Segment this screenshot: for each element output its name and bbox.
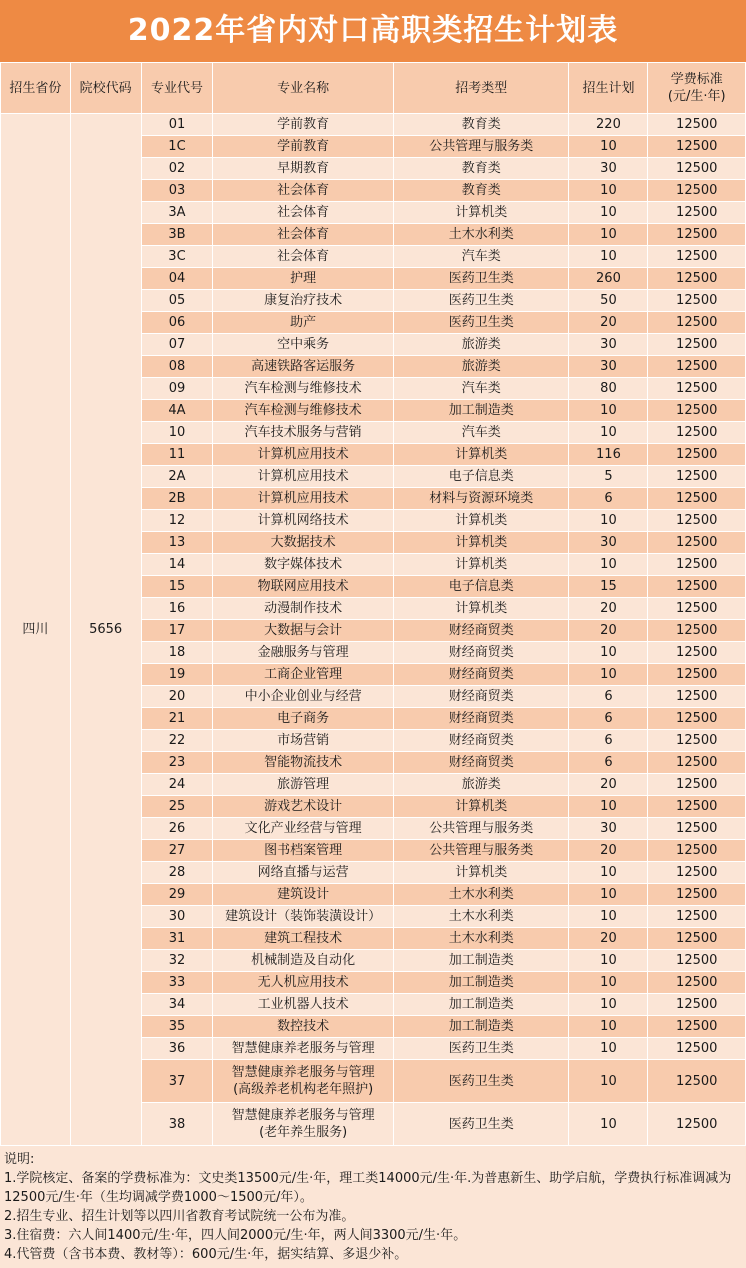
fee-cell: 12500	[648, 312, 746, 334]
major-name-cell: 助产	[213, 312, 394, 334]
fee-cell: 12500	[648, 224, 746, 246]
exam-type-cell: 汽车类	[393, 246, 568, 268]
note-item: 4.代管费（含书本费、教材等）：600元/生·年，据实结算、多退少补。	[4, 1247, 408, 1262]
exam-type-cell: 土木水利类	[393, 224, 568, 246]
major-name-cell: 计算机应用技术	[213, 488, 394, 510]
plan-cell: 6	[569, 730, 648, 752]
exam-type-cell: 教育类	[393, 180, 568, 202]
major-name-cell: 康复治疗技术	[213, 290, 394, 312]
fee-cell: 12500	[648, 752, 746, 774]
header-fee: 学费标准 (元/生·年)	[648, 63, 746, 114]
note-item: 1.学院核定、备案的学费标准为：文史类13500元/生·年，理工类14000元/生·年.为普惠新生、助学启航，学费执行标准调减为12500元/生·年（生均调减学费1000～1500元/年）。	[4, 1171, 732, 1205]
major-name-cell: 社会体育	[213, 180, 394, 202]
major-name-cell: 社会体育	[213, 246, 394, 268]
plan-cell: 10	[569, 202, 648, 224]
plan-cell: 20	[569, 598, 648, 620]
fee-cell: 12500	[648, 994, 746, 1016]
plan-cell: 50	[569, 290, 648, 312]
exam-type-cell: 计算机类	[393, 796, 568, 818]
plan-cell: 10	[569, 906, 648, 928]
fee-cell: 12500	[648, 818, 746, 840]
major-name-cell: 早期教育	[213, 158, 394, 180]
major-name-cell: 无人机应用技术	[213, 972, 394, 994]
exam-type-cell: 公共管理与服务类	[393, 818, 568, 840]
major-code-cell: 01	[141, 114, 213, 136]
notes-section	[0, 1146, 746, 1264]
exam-type-cell: 旅游类	[393, 774, 568, 796]
major-name-cell: 智能物流技术	[213, 752, 394, 774]
major-code-cell: 08	[141, 356, 213, 378]
exam-type-cell: 财经商贸类	[393, 730, 568, 752]
note-item: 3.住宿费：六人间1400元/生·年，四人间2000元/生·年，两人间3300元/生·年。	[4, 1228, 467, 1243]
fee-cell: 12500	[648, 862, 746, 884]
major-code-cell: 16	[141, 598, 213, 620]
fee-cell: 12500	[648, 708, 746, 730]
exam-type-cell: 财经商贸类	[393, 752, 568, 774]
major-code-cell: 21	[141, 708, 213, 730]
major-code-cell: 38	[141, 1103, 213, 1146]
major-name-cell: 金融服务与管理	[213, 642, 394, 664]
fee-cell: 12500	[648, 180, 746, 202]
fee-cell: 12500	[648, 774, 746, 796]
major-code-cell: 15	[141, 576, 213, 598]
plan-cell: 10	[569, 642, 648, 664]
major-name-cell: 智慧健康养老服务与管理	[213, 1038, 394, 1060]
major-name-cell: 建筑设计	[213, 884, 394, 906]
exam-type-cell: 医药卫生类	[393, 1038, 568, 1060]
fee-cell: 12500	[648, 268, 746, 290]
fee-cell: 12500	[648, 906, 746, 928]
major-code-cell: 18	[141, 642, 213, 664]
major-name-cell: 智慧健康养老服务与管理 (高级养老机构老年照护)	[213, 1060, 394, 1103]
exam-type-cell: 旅游类	[393, 356, 568, 378]
major-code-cell: 1C	[141, 136, 213, 158]
plan-cell: 10	[569, 1060, 648, 1103]
plan-cell: 20	[569, 620, 648, 642]
fee-cell: 12500	[648, 510, 746, 532]
fee-cell: 12500	[648, 202, 746, 224]
plan-cell: 10	[569, 950, 648, 972]
fee-cell: 12500	[648, 620, 746, 642]
major-code-cell: 04	[141, 268, 213, 290]
plan-cell: 6	[569, 686, 648, 708]
plan-cell: 260	[569, 268, 648, 290]
plan-cell: 10	[569, 664, 648, 686]
fee-cell: 12500	[648, 840, 746, 862]
plan-cell: 30	[569, 158, 648, 180]
plan-cell: 10	[569, 224, 648, 246]
fee-cell: 12500	[648, 532, 746, 554]
plan-cell: 30	[569, 334, 648, 356]
fee-cell: 12500	[648, 928, 746, 950]
fee-cell: 12500	[648, 664, 746, 686]
province-cell: 四川	[1, 114, 71, 1146]
major-code-cell: 30	[141, 906, 213, 928]
major-code-cell: 3A	[141, 202, 213, 224]
header-plan: 招生计划	[569, 63, 648, 114]
plan-cell: 10	[569, 510, 648, 532]
plan-cell: 5	[569, 466, 648, 488]
exam-type-cell: 电子信息类	[393, 576, 568, 598]
plan-cell: 20	[569, 774, 648, 796]
fee-cell: 12500	[648, 1060, 746, 1103]
exam-type-cell: 医药卫生类	[393, 290, 568, 312]
major-name-cell: 数字媒体技术	[213, 554, 394, 576]
header-school-code: 院校代码	[70, 63, 141, 114]
major-code-cell: 34	[141, 994, 213, 1016]
major-code-cell: 35	[141, 1016, 213, 1038]
major-name-cell: 学前教育	[213, 136, 394, 158]
fee-cell: 12500	[648, 1038, 746, 1060]
exam-type-cell: 计算机类	[393, 598, 568, 620]
major-name-cell: 电子商务	[213, 708, 394, 730]
major-code-cell: 29	[141, 884, 213, 906]
major-name-cell: 游戏艺术设计	[213, 796, 394, 818]
major-name-cell: 计算机网络技术	[213, 510, 394, 532]
plan-cell: 6	[569, 488, 648, 510]
major-code-cell: 10	[141, 422, 213, 444]
major-name-cell: 社会体育	[213, 224, 394, 246]
exam-type-cell: 计算机类	[393, 202, 568, 224]
exam-type-cell: 加工制造类	[393, 400, 568, 422]
major-code-cell: 28	[141, 862, 213, 884]
plan-cell: 10	[569, 1016, 648, 1038]
exam-type-cell: 财经商贸类	[393, 664, 568, 686]
table-body	[1, 114, 746, 1146]
major-code-cell: 02	[141, 158, 213, 180]
major-name-cell: 汽车检测与维修技术	[213, 378, 394, 400]
major-code-cell: 26	[141, 818, 213, 840]
major-name-cell: 高速铁路客运服务	[213, 356, 394, 378]
fee-cell: 12500	[648, 488, 746, 510]
table-header-row	[1, 63, 746, 114]
plan-cell: 20	[569, 312, 648, 334]
fee-cell: 12500	[648, 598, 746, 620]
fee-cell: 12500	[648, 1103, 746, 1146]
major-code-cell: 06	[141, 312, 213, 334]
plan-cell: 80	[569, 378, 648, 400]
enrollment-table	[0, 62, 746, 1146]
exam-type-cell: 土木水利类	[393, 906, 568, 928]
exam-type-cell: 财经商贸类	[393, 708, 568, 730]
plan-cell: 10	[569, 972, 648, 994]
major-code-cell: 2A	[141, 466, 213, 488]
exam-type-cell: 财经商贸类	[393, 686, 568, 708]
table-row	[1, 114, 746, 136]
fee-cell: 12500	[648, 378, 746, 400]
fee-cell: 12500	[648, 554, 746, 576]
major-code-cell: 03	[141, 180, 213, 202]
major-name-cell: 学前教育	[213, 114, 394, 136]
major-code-cell: 09	[141, 378, 213, 400]
exam-type-cell: 教育类	[393, 114, 568, 136]
major-name-cell: 大数据与会计	[213, 620, 394, 642]
exam-type-cell: 财经商贸类	[393, 620, 568, 642]
school-code-cell: 5656	[70, 114, 141, 1146]
plan-cell: 10	[569, 1038, 648, 1060]
exam-type-cell: 汽车类	[393, 378, 568, 400]
plan-cell: 220	[569, 114, 648, 136]
plan-cell: 30	[569, 356, 648, 378]
major-code-cell: 27	[141, 840, 213, 862]
exam-type-cell: 公共管理与服务类	[393, 840, 568, 862]
major-code-cell: 23	[141, 752, 213, 774]
header-province: 招生省份	[1, 63, 71, 114]
major-code-cell: 31	[141, 928, 213, 950]
plan-cell: 20	[569, 928, 648, 950]
exam-type-cell: 医药卫生类	[393, 312, 568, 334]
major-code-cell: 12	[141, 510, 213, 532]
exam-type-cell: 加工制造类	[393, 950, 568, 972]
plan-cell: 10	[569, 796, 648, 818]
fee-cell: 12500	[648, 796, 746, 818]
fee-cell: 12500	[648, 246, 746, 268]
major-code-cell: 33	[141, 972, 213, 994]
major-code-cell: 3C	[141, 246, 213, 268]
fee-cell: 12500	[648, 576, 746, 598]
exam-type-cell: 电子信息类	[393, 466, 568, 488]
major-code-cell: 19	[141, 664, 213, 686]
exam-type-cell: 材料与资源环境类	[393, 488, 568, 510]
plan-cell: 10	[569, 246, 648, 268]
major-code-cell: 36	[141, 1038, 213, 1060]
notes-heading: 说明:	[4, 1152, 35, 1167]
major-name-cell: 护理	[213, 268, 394, 290]
major-code-cell: 14	[141, 554, 213, 576]
plan-cell: 20	[569, 840, 648, 862]
exam-type-cell: 旅游类	[393, 334, 568, 356]
major-name-cell: 图书档案管理	[213, 840, 394, 862]
major-name-cell: 汽车检测与维修技术	[213, 400, 394, 422]
fee-cell: 12500	[648, 422, 746, 444]
major-name-cell: 计算机应用技术	[213, 466, 394, 488]
exam-type-cell: 公共管理与服务类	[393, 136, 568, 158]
fee-cell: 12500	[648, 356, 746, 378]
major-name-cell: 汽车技术服务与营销	[213, 422, 394, 444]
plan-cell: 6	[569, 708, 648, 730]
major-code-cell: 25	[141, 796, 213, 818]
major-code-cell: 32	[141, 950, 213, 972]
major-name-cell: 空中乘务	[213, 334, 394, 356]
fee-cell: 12500	[648, 290, 746, 312]
major-code-cell: 20	[141, 686, 213, 708]
major-code-cell: 2B	[141, 488, 213, 510]
plan-cell: 10	[569, 994, 648, 1016]
fee-cell: 12500	[648, 950, 746, 972]
major-code-cell: 13	[141, 532, 213, 554]
exam-type-cell: 计算机类	[393, 510, 568, 532]
plan-cell: 10	[569, 884, 648, 906]
major-name-cell: 计算机应用技术	[213, 444, 394, 466]
major-name-cell: 中小企业创业与经营	[213, 686, 394, 708]
major-name-cell: 智慧健康养老服务与管理 (老年养生服务)	[213, 1103, 394, 1146]
fee-cell: 12500	[648, 466, 746, 488]
fee-cell: 12500	[648, 642, 746, 664]
exam-type-cell: 加工制造类	[393, 1016, 568, 1038]
major-name-cell: 大数据技术	[213, 532, 394, 554]
major-code-cell: 4A	[141, 400, 213, 422]
fee-cell: 12500	[648, 158, 746, 180]
major-code-cell: 3B	[141, 224, 213, 246]
header-exam-type: 招考类型	[393, 63, 568, 114]
major-name-cell: 数控技术	[213, 1016, 394, 1038]
major-code-cell: 07	[141, 334, 213, 356]
major-name-cell: 社会体育	[213, 202, 394, 224]
fee-cell: 12500	[648, 334, 746, 356]
exam-type-cell: 教育类	[393, 158, 568, 180]
major-name-cell: 市场营销	[213, 730, 394, 752]
major-name-cell: 网络直播与运营	[213, 862, 394, 884]
major-name-cell: 工商企业管理	[213, 664, 394, 686]
exam-type-cell: 计算机类	[393, 554, 568, 576]
exam-type-cell: 计算机类	[393, 532, 568, 554]
fee-cell: 12500	[648, 972, 746, 994]
exam-type-cell: 土木水利类	[393, 884, 568, 906]
exam-type-cell: 计算机类	[393, 444, 568, 466]
plan-cell: 6	[569, 752, 648, 774]
plan-cell: 10	[569, 400, 648, 422]
note-item: 2.招生专业、招生计划等以四川省教育考试院统一公布为准。	[4, 1209, 355, 1224]
plan-cell: 10	[569, 554, 648, 576]
exam-type-cell: 医药卫生类	[393, 1103, 568, 1146]
fee-cell: 12500	[648, 444, 746, 466]
fee-cell: 12500	[648, 114, 746, 136]
header-major-name: 专业名称	[213, 63, 394, 114]
plan-cell: 10	[569, 180, 648, 202]
fee-cell: 12500	[648, 400, 746, 422]
major-name-cell: 建筑设计（装饰装潢设计）	[213, 906, 394, 928]
major-name-cell: 机械制造及自动化	[213, 950, 394, 972]
fee-cell: 12500	[648, 686, 746, 708]
fee-cell: 12500	[648, 884, 746, 906]
major-code-cell: 24	[141, 774, 213, 796]
plan-cell: 10	[569, 422, 648, 444]
major-code-cell: 22	[141, 730, 213, 752]
exam-type-cell: 计算机类	[393, 862, 568, 884]
major-code-cell: 37	[141, 1060, 213, 1103]
major-name-cell: 旅游管理	[213, 774, 394, 796]
exam-type-cell: 加工制造类	[393, 994, 568, 1016]
exam-type-cell: 医药卫生类	[393, 268, 568, 290]
exam-type-cell: 汽车类	[393, 422, 568, 444]
plan-cell: 116	[569, 444, 648, 466]
header-major-code: 专业代号	[141, 63, 213, 114]
fee-cell: 12500	[648, 730, 746, 752]
plan-cell: 30	[569, 532, 648, 554]
major-name-cell: 动漫制作技术	[213, 598, 394, 620]
plan-cell: 30	[569, 818, 648, 840]
major-name-cell: 文化产业经营与管理	[213, 818, 394, 840]
exam-type-cell: 医药卫生类	[393, 1060, 568, 1103]
major-code-cell: 05	[141, 290, 213, 312]
exam-type-cell: 加工制造类	[393, 972, 568, 994]
fee-cell: 12500	[648, 1016, 746, 1038]
exam-type-cell: 土木水利类	[393, 928, 568, 950]
plan-cell: 10	[569, 862, 648, 884]
plan-cell: 10	[569, 1103, 648, 1146]
fee-cell: 12500	[648, 136, 746, 158]
exam-type-cell: 财经商贸类	[393, 642, 568, 664]
plan-cell: 10	[569, 136, 648, 158]
page-title: 2022年省内对口高职类招生计划表	[0, 0, 746, 62]
major-name-cell: 工业机器人技术	[213, 994, 394, 1016]
major-code-cell: 17	[141, 620, 213, 642]
major-name-cell: 建筑工程技术	[213, 928, 394, 950]
plan-cell: 15	[569, 576, 648, 598]
major-code-cell: 11	[141, 444, 213, 466]
major-name-cell: 物联网应用技术	[213, 576, 394, 598]
